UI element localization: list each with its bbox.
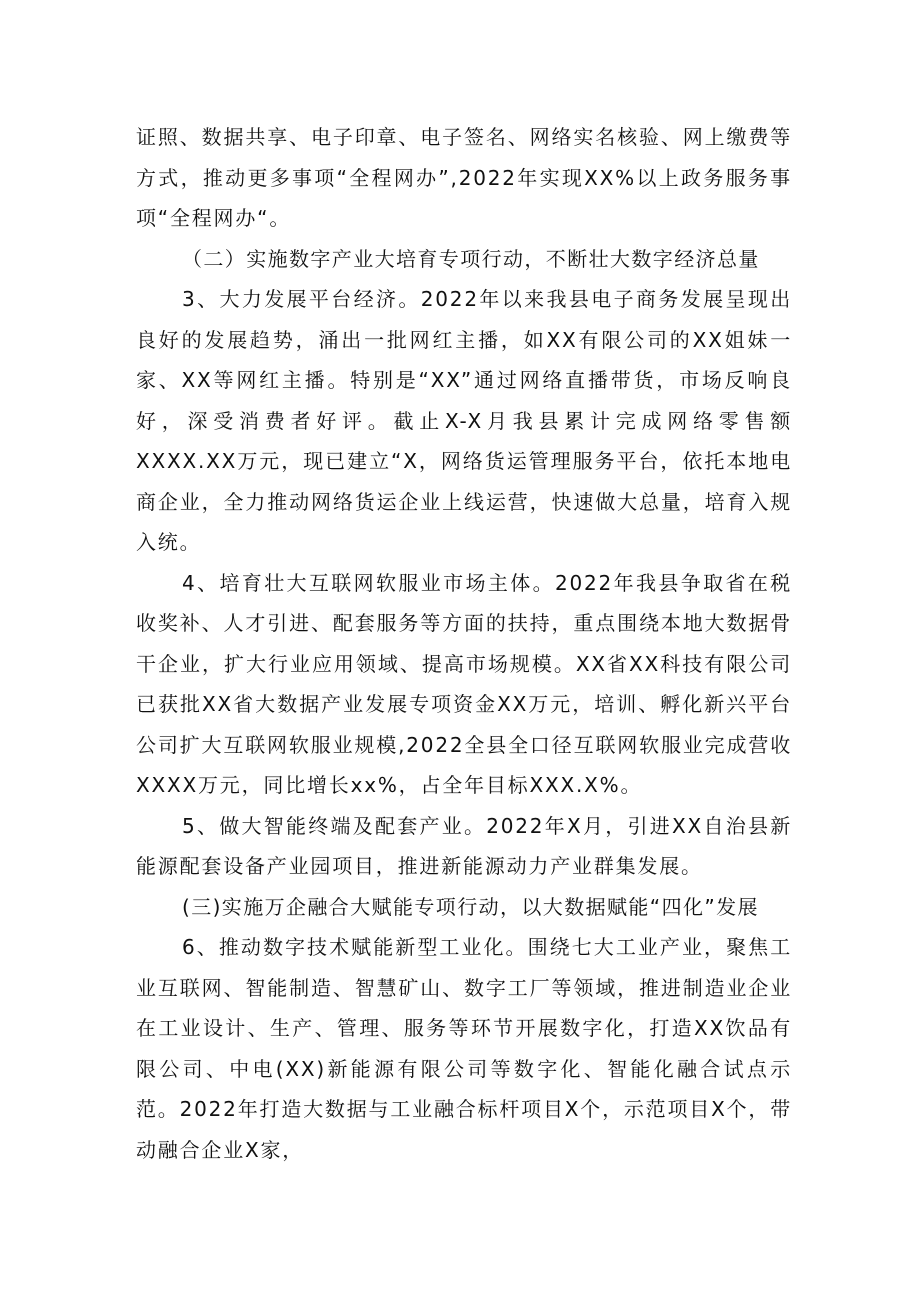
- paragraph-5: 5、做大智能终端及配套产业。2022年X月，引进XX自治县新能源配套设备产业园项目，推进新能源动力产业群集发展。: [136, 813, 792, 878]
- document-body: [136, 117, 792, 1170]
- paragraph-3: 3、大力发展平台经济。2022年以来我县电子商务发展呈现出良好的发展趋势，涌出一批网红主播，如XX有限公司的XX姐妹一家、XX等网红主播。特别是“XX”通过网络直播带货，市场反响良好，深受消费者好评。截止X-X月我县累计完成网络零售额XXXX.XX万元，现已建立“X，网络货运管理服务平台，依托本地电商企业，全力推动网络货运企业上线运营，快速做大总量，培育入规入统。: [136, 287, 792, 554]
- paragraph-continuation: 证照、数据共享、电子印章、电子签名、网络实名核验、网上缴费等方式，推动更多事项“全程网办”,2022年实现XX%以上政务服务事项“全程网办“。: [136, 125, 792, 230]
- section-heading-3: (三)实施万企融合大赋能专项行动，以大数据赋能“四化”发展: [182, 894, 759, 919]
- section-heading-2: （二）实施数字产业大培育专项行动，不断壮大数字经济总量: [182, 246, 760, 271]
- paragraph-4: 4、培育壮大互联网软服业市场主体。2022年我县争取省在税收奖补、人才引进、配套服务等方面的扶持，重点围绕本地大数据骨干企业，扩大行业应用领域、提高市场规模。XX省XX科技有限公司已获批XX省大数据产业发展专项资金XX万元，培训、孵化新兴平台公司扩大互联网软服业规模,2022全县全口径互联网软服业完成营收XXXX万元，同比增长xx%，占全年目标XXX.X%。: [136, 570, 792, 797]
- paragraph-6: 6、推动数字技术赋能新型工业化。围绕七大工业产业，聚焦工业互联网、智能制造、智慧矿山、数字工厂等领域，推进制造业企业在工业设计、生产、管理、服务等环节开展数字化，打造XX饮品有限公司、中电(XX)新能源有限公司等数字化、智能化融合试点示范。2022年打造大数据与工业融合标杆项目X个，示范项目X个，带动融合企业X家，: [136, 935, 792, 1162]
